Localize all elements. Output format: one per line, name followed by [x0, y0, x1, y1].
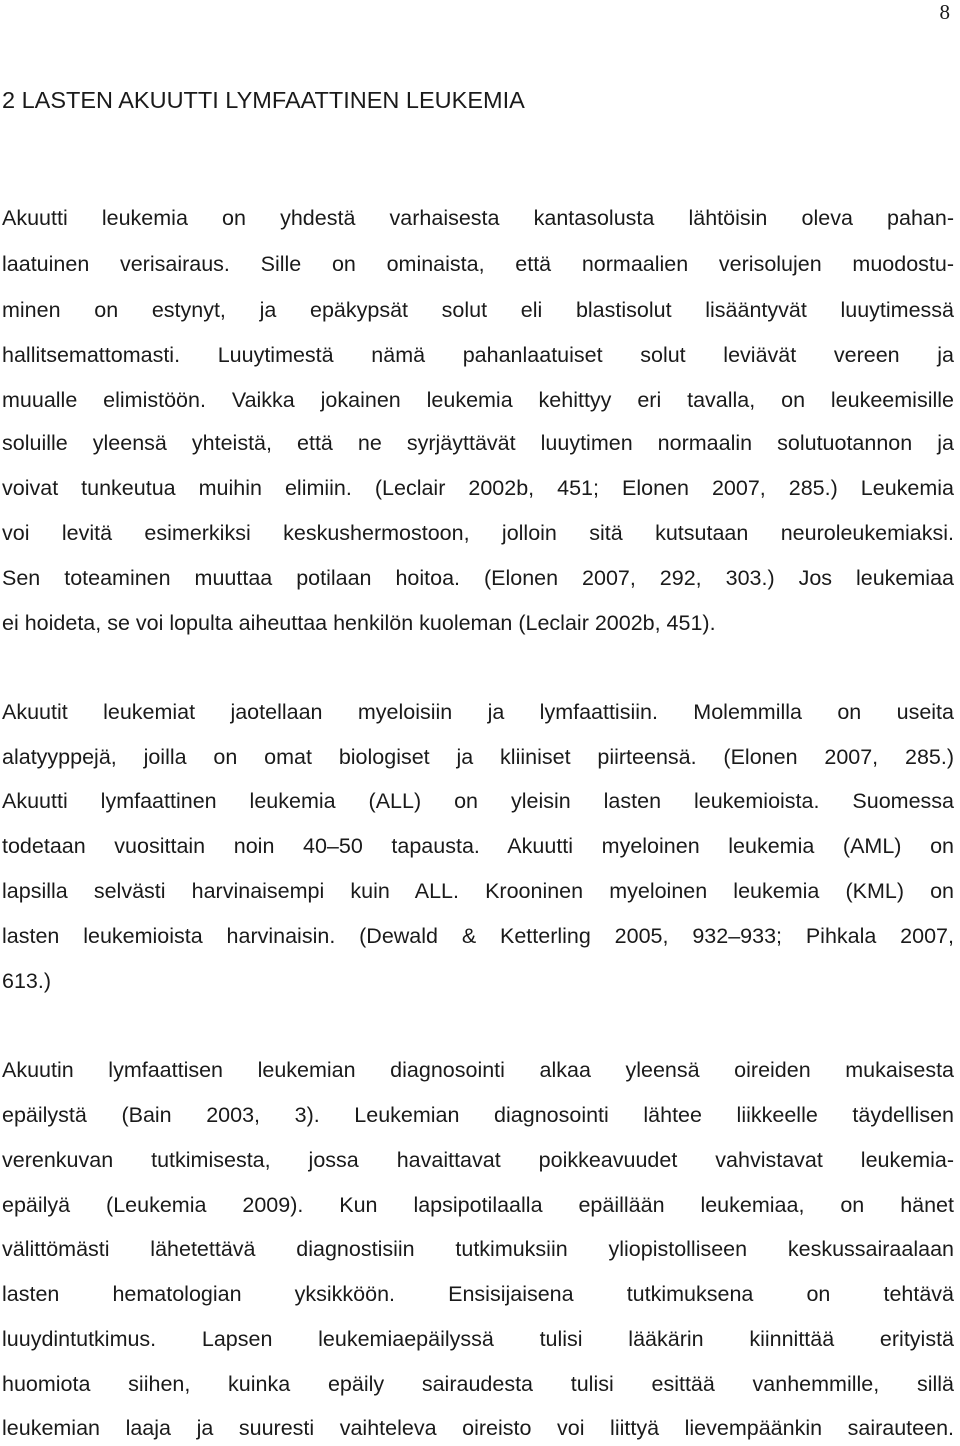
page-number: 8: [939, 0, 950, 24]
paragraph-line: lasten leukemioista harvinaisin. (Dewald & Ketterling 2005, 932–933; Pihkala 2007,: [2, 924, 954, 948]
paragraph-line: soluille yleensä yhteistä, että ne syrjäyttävät luuytimen normaalin solutuotannon ja: [2, 431, 954, 455]
paragraph-line: muualle elimistöön. Vaikka jokainen leukemia kehittyy eri tavalla, on leukeemisille: [2, 388, 954, 412]
paragraph-line: 613.): [2, 969, 52, 993]
paragraph-line: leukemian laaja ja suuresti vaihteleva oireisto voi liittyä lievempäänkin sairauteen.: [2, 1416, 954, 1440]
paragraph-line: epäilyä (Leukemia 2009). Kun lapsipotilaalla epäillään leukemiaa, on hänet: [2, 1193, 954, 1217]
paragraph-line: todetaan vuosittain noin 40–50 tapausta. Akuutti myeloinen leukemia (AML) on: [2, 834, 954, 858]
paragraph-line: alatyyppejä, joilla on omat biologiset ja kliiniset piirteensä. (Elonen 2007, 285.): [2, 745, 954, 769]
paragraph-line: laatuinen verisairaus. Sille on ominaista, että normaalien verisolujen muodostu-: [2, 252, 954, 276]
paragraph-line: Akuutti lymfaattinen leukemia (ALL) on yleisin lasten leukemioista. Suomessa: [2, 789, 954, 813]
paragraph-line: epäilystä (Bain 2003, 3). Leukemian diagnosointi lähtee liikkeelle täydellisen: [2, 1103, 954, 1127]
paragraph-line: lapsilla selvästi harvinaisempi kuin ALL. Krooninen myeloinen leukemia (KML) on: [2, 879, 954, 903]
paragraph-line: minen on estynyt, ja epäkypsät solut eli blastisolut lisääntyvät luuytimessä: [2, 298, 954, 322]
paragraph-line: luuydintutkimus. Lapsen leukemiaepäilyssä tulisi lääkärin kiinnittää erityistä: [2, 1327, 954, 1351]
paragraph-line: voi levitä esimerkiksi keskushermostoon, jolloin sitä kutsutaan neuroleukemiaksi.: [2, 521, 954, 545]
paragraph-line: Sen toteaminen muuttaa potilaan hoitoa. (Elonen 2007, 292, 303.) Jos leukemiaa: [2, 566, 954, 590]
paragraph-line: Akuutit leukemiat jaotellaan myeloisiin ja lymfaattisiin. Molemmilla on useita: [2, 700, 954, 724]
paragraph-line: lasten hematologian yksikköön. Ensisijaisena tutkimuksena on tehtävä: [2, 1282, 954, 1306]
chapter-heading: 2 LASTEN AKUUTTI LYMFAATTINEN LEUKEMIA: [2, 87, 525, 113]
paragraph-line: Akuutin lymfaattisen leukemian diagnosointi alkaa yleensä oireiden mukaisesta: [2, 1058, 954, 1082]
paragraph-line: verenkuvan tutkimisesta, jossa havaittavat poikkeavuudet vahvistavat leukemia-: [2, 1148, 954, 1172]
paragraph-line: voivat tunkeutua muihin elimiin. (Leclair 2002b, 451; Elonen 2007, 285.) Leukemia: [2, 476, 954, 500]
paragraph-line: huomiota siihen, kuinka epäily sairaudesta tulisi esittää vanhemmille, sillä: [2, 1372, 954, 1396]
paragraph-line: hallitsemattomasti. Luuytimestä nämä pahanlaatuiset solut leviävät vereen ja: [2, 343, 954, 367]
paragraph-line: ei hoideta, se voi lopulta aiheuttaa henkilön kuoleman (Leclair 2002b, 451).: [2, 611, 716, 635]
paragraph-line: Akuutti leukemia on yhdestä varhaisesta kantasolusta lähtöisin oleva pahan-: [2, 206, 954, 230]
paragraph-line: välittömästi lähetettävä diagnostisiin tutkimuksiin yliopistolliseen keskussairaalaan: [2, 1237, 954, 1261]
